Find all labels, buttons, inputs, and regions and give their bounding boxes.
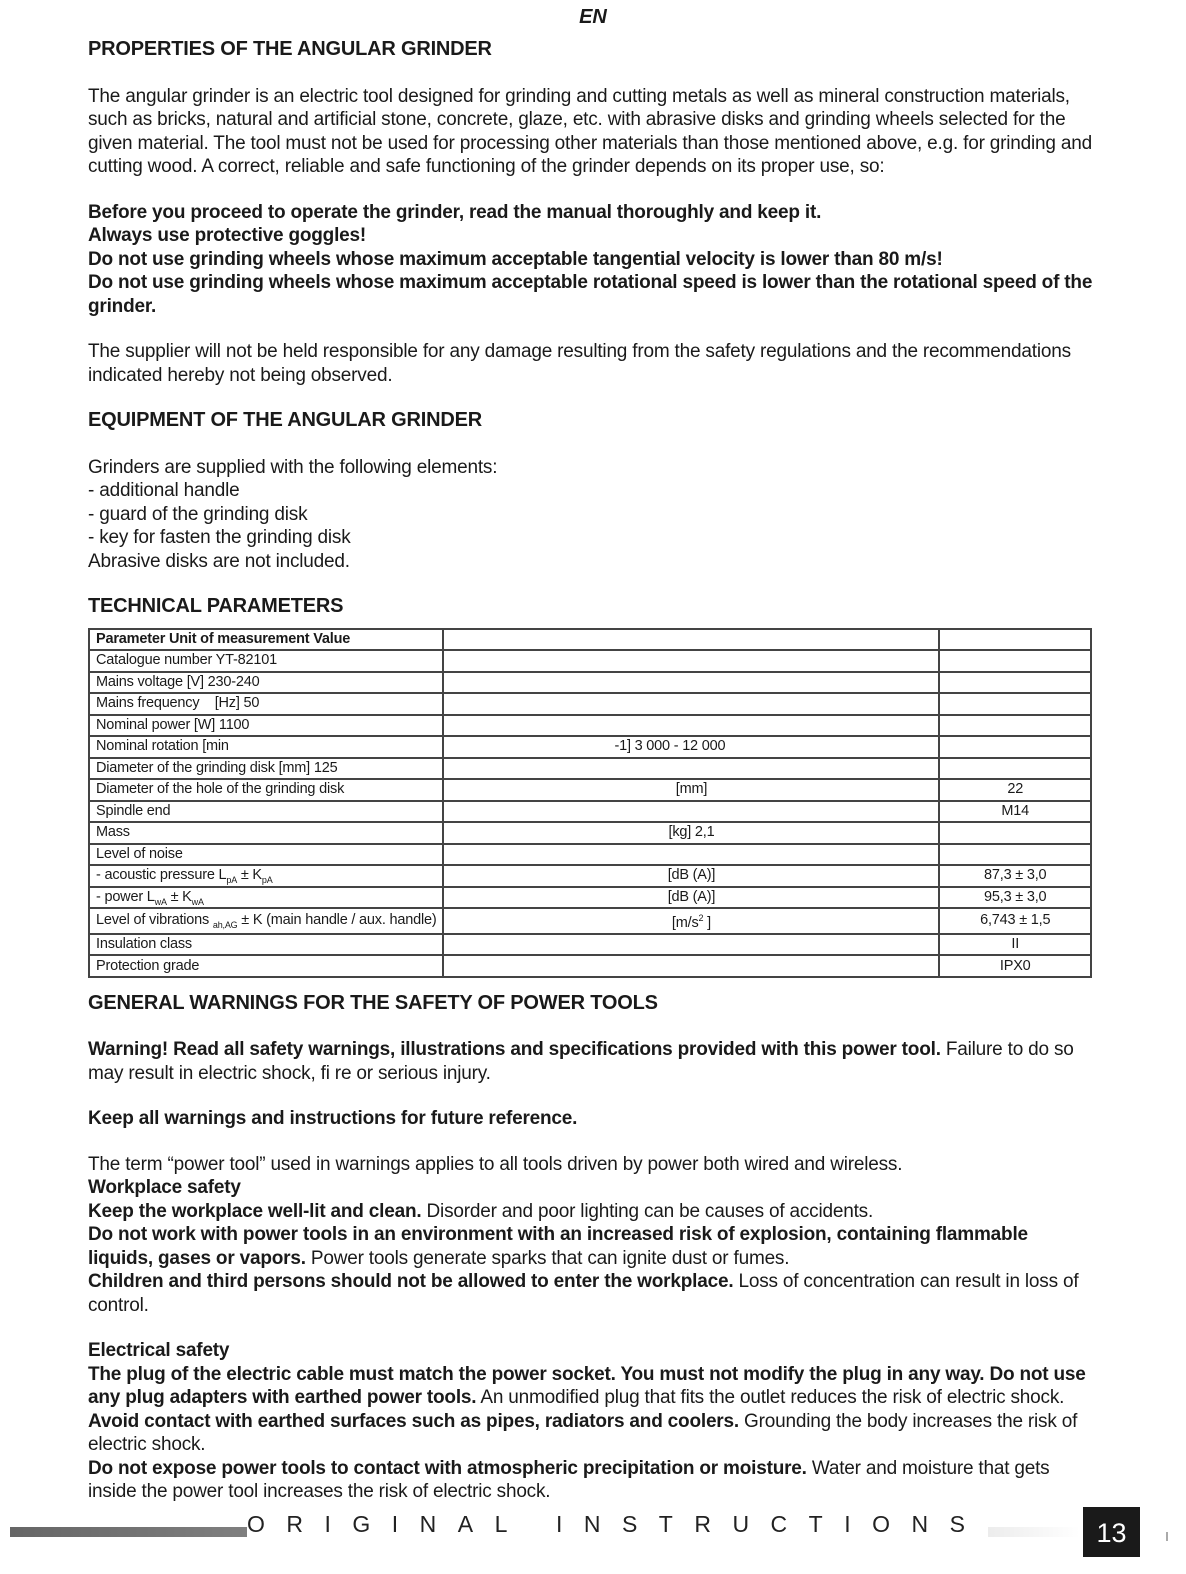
table-header-row [89, 629, 1091, 651]
edge-tick [1166, 1532, 1168, 1541]
workplace-rule: Children and third persons should not be allowed to enter the workplace. Loss of concentration can result in loss of control. [88, 1271, 1079, 1316]
technical-parameters-table [88, 628, 1092, 978]
equipment-line: - additional handle [88, 480, 240, 501]
table-row: Mains voltage [V] 230-240 [89, 672, 1091, 694]
subsection-title-electrical: Electrical safety [88, 1340, 230, 1362]
warning-line: Do not use grinding wheels whose maximum acceptable rotational speed is lower than the rotational speed of the grinder. [88, 272, 1093, 317]
section-title-general: GENERAL WARNINGS FOR THE SAFETY OF POWER TOOLS [88, 991, 658, 1014]
equipment-line: - key for fasten the grinding disk [88, 527, 351, 548]
section-title-technical: TECHNICAL PARAMETERS [88, 595, 344, 617]
electrical-rule: Avoid contact with earthed surfaces such as pipes, radiators and coolers. Grounding the body increases the risk of electric shock. [88, 1410, 1078, 1456]
table-row: Mains frequency [Hz] 50 [89, 693, 1091, 715]
table-row: Diameter of the grinding disk [mm] 125 [89, 758, 1091, 780]
keep-instructions: Keep all warnings and instructions for future reference. [88, 1108, 578, 1130]
section-title-properties: PROPERTIES OF THE ANGULAR GRINDER [88, 38, 492, 60]
table-row: - power $L_{wA} \pm K_{wA}$ [dB (A)] 95,3 ± 3,0 [89, 887, 1091, 909]
subsection-title-workplace: Workplace safety [88, 1177, 241, 1199]
document-body [88, 38, 1093, 1504]
electrical-rule: Do not expose power tools to contact with atmospheric precipitation or moisture. Water and moisture that gets inside the power tool increases the risk of electric shock. [88, 1457, 1050, 1503]
language-code: EN [579, 6, 607, 28]
footer-text: ORIGINAL INSTRUCTIONS [247, 1511, 987, 1537]
equipment-line: Abrasive disks are not included. [88, 550, 350, 572]
workplace-rule: Keep the workplace well-lit and clean. Disorder and poor lighting can be causes of accidents. [88, 1200, 874, 1222]
table-row: Catalogue number YT-82101 [89, 650, 1091, 672]
warning-line: Always use protective goggles! [88, 225, 367, 246]
table-row: Spindle end M14 [89, 801, 1091, 823]
equipment-line: Grinders are supplied with the following elements: [88, 456, 498, 478]
equipment-line: - guard of the grinding disk [88, 503, 308, 525]
table-row: Level of noise [89, 844, 1091, 866]
table-row: - acoustic pressure $L_{pA} \pm K_{pA}$ [dB (A)] 87,3 ± 3,0 [89, 865, 1091, 887]
disclaimer: The supplier will not be held responsible for any damage resulting from the safety regulations and the recommendations indicated hereby not being observed. [88, 341, 1071, 386]
table-row: Level of vibrations $_{ah,AG}$ ± K (main handle / aux. handle) [$m/s^2$ ] 6,743 ± 1,5 [89, 908, 1091, 934]
power-tool-term: The term “power tool” used in warnings applies to all tools driven by power both wired and wireless. [88, 1153, 903, 1175]
table-row: Mass [kg] 2,1 [89, 822, 1091, 844]
warning-line: Do not use grinding wheels whose maximum acceptable tangential velocity is lower than 80 m/s! [88, 248, 943, 270]
properties-intro: The angular grinder is an electric tool designed for grinding and cutting metals as well as mineral construction materials, such as bricks, natural and artificial stone, concrete, glaze, etc. with abrasive disks and grinding wheels selected for the given material. The tool must not be used for processing other materials than those mentioned above, e.g. for grinding and cutting wood. A correct, reliable and safe functioning of the grinder depends on its proper use, so: [88, 85, 1092, 177]
table-row: Protection grade IPX0 [89, 955, 1091, 977]
table-row: Diameter of the hole of the grinding disk [mm] 22 [89, 779, 1091, 801]
table-row: Insulation class II [89, 934, 1091, 956]
general-warning: Warning! Read all safety warnings, illustrations and specifications provided with this power tool. Failure to do so may result in electric shock, fi re or serious injury. [88, 1039, 1074, 1084]
electrical-rule: The plug of the electric cable must match the power socket. You must not modify the plug in any way. Do not use any plug adapters with earthed power tools. An unmodified plug that fits the outlet reduces the risk of electric shock. [88, 1363, 1086, 1409]
warning-line: Before you proceed to operate the grinder, read the manual thoroughly and keep it. [88, 201, 822, 223]
table-row: Nominal power [W] 1100 [89, 715, 1091, 737]
page-number: 13 [1083, 1507, 1140, 1557]
section-title-equipment: EQUIPMENT OF THE ANGULAR GRINDER [88, 409, 482, 431]
table-header-cell: Parameter Unit of measurement Value [89, 629, 443, 651]
workplace-rule: Do not work with power tools in an environment with an increased risk of explosion, containing flammable liquids, gases or vapors. Power tools generate sparks that can ignite dust or fumes. [88, 1224, 1028, 1269]
table-row: Nominal rotation [min -1] 3 000 - 12 000 [89, 736, 1091, 758]
